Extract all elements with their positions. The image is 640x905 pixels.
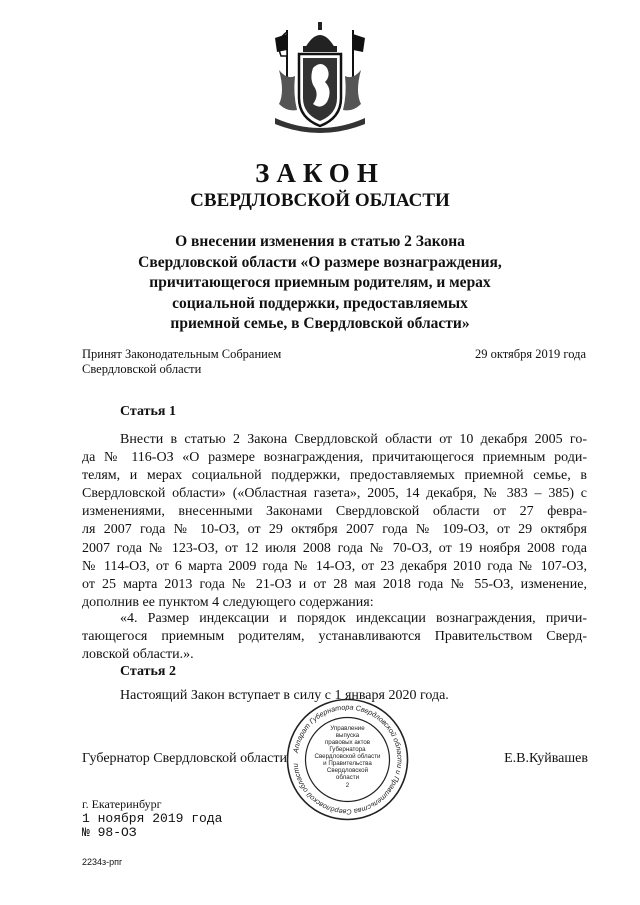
paragraph-line: изменениями, внесенными Законами Свердловской области от 27 февра- [82, 504, 587, 520]
law-subject [70, 232, 570, 335]
paragraph-line: от 25 марта 2013 года № 21-ОЗ и от 28 мая 2018 года № 55-ОЗ, изменение, [82, 576, 587, 592]
paragraph-line: № 114-ОЗ, от 6 марта 2009 года № 14-ОЗ, от 23 декабря 2010 года № 107-ОЗ, [82, 558, 587, 574]
adoption-info [82, 347, 281, 377]
paragraph-line: Свердловской области» («Областная газета», 2005, 14 декабря, № 383 – 385) с [82, 486, 587, 502]
adoption-date: 29 октября 2019 года [474, 347, 586, 361]
coat-of-arms-emblem [265, 20, 375, 135]
document-code: 2234з-рпг [82, 857, 123, 867]
article-2-heading: Статья 2 [120, 664, 176, 679]
paragraph-line: ловской области.». [82, 647, 194, 663]
svg-text:Свердловской: Свердловской [326, 767, 369, 774]
article-1-heading: Статья 1 [120, 404, 176, 419]
svg-text:и Правительства: и Правительства [323, 760, 372, 767]
svg-text:Управление: Управление [330, 725, 365, 732]
region-title: СВЕРДЛОВСКОЙ ОБЛАСТИ [190, 190, 450, 211]
subject-line: О внесении изменения в статью 2 Закона [175, 233, 465, 250]
paragraph-line: дополнив ее пунктом 4 следующего содержания: [82, 594, 374, 610]
subject-line: социальной поддержки, предоставляемых [172, 294, 468, 312]
paragraph-line: телям, и мерах социальной поддержки, предоставляемых приемной семье, в [82, 468, 587, 484]
svg-text:выпуска: выпуска [335, 732, 360, 739]
svg-text:2: 2 [345, 782, 350, 789]
law-title: ЗАКОН [255, 158, 385, 188]
subject-line: причитающегося приемным родителям, и мерах [149, 274, 491, 291]
signing-date: 1 ноября 2019 года [82, 811, 223, 826]
governor-name: Е.В.Куйвашев [504, 751, 588, 766]
paragraph-line: Внести в статью 2 Закона Свердловской области от 10 декабря 2005 го- [120, 432, 587, 447]
governor-title: Губернатор Свердловской области [82, 751, 287, 766]
city: г. Екатеринбург [82, 797, 162, 811]
subject-line: приемной семье, в Свердловской области» [170, 315, 470, 332]
adoption-line: Принят Законодательным Собранием [82, 347, 282, 361]
svg-text:области: области [335, 774, 360, 781]
paragraph-line: да № 116-ОЗ «О размере вознаграждения, причитающегося приемным роди- [82, 450, 587, 466]
subject-line: Свердловской области «О размере вознаграждения, [138, 253, 502, 271]
svg-text:Свердловской области: Свердловской области [314, 753, 381, 760]
article-1-body [82, 431, 587, 612]
svg-text:Губернатора: Губернатора [329, 746, 366, 753]
article-2-body: Настоящий Закон вступает в силу с 1 января 2020 года. [120, 688, 449, 703]
law-number: № 98-ОЗ [82, 825, 137, 840]
article-1-quote [82, 610, 587, 664]
adoption-line: Свердловской области [82, 362, 202, 376]
paragraph-line: ля 2007 года № 10-ОЗ, от 29 октября 2007 года № 109-ОЗ, от 29 октября [82, 522, 587, 538]
paragraph-line: 2007 года № 123-ОЗ, от 12 июля 2008 года № 70-ОЗ, от 19 ноября 2008 года [82, 540, 587, 556]
paragraph-line: тающегося приемным родителям, устанавливаются Правительством Сверд- [82, 629, 587, 645]
svg-text:Аппарат Губернатора Свердловск: Аппарат Губернатора Свердловской области и Правительства Свердловской области [290, 702, 405, 817]
official-stamp [285, 697, 410, 822]
paragraph-line: «4. Размер индексации и порядок индексации вознаграждения, причи- [120, 611, 587, 626]
svg-text:правовых актов: правовых актов [324, 739, 371, 746]
